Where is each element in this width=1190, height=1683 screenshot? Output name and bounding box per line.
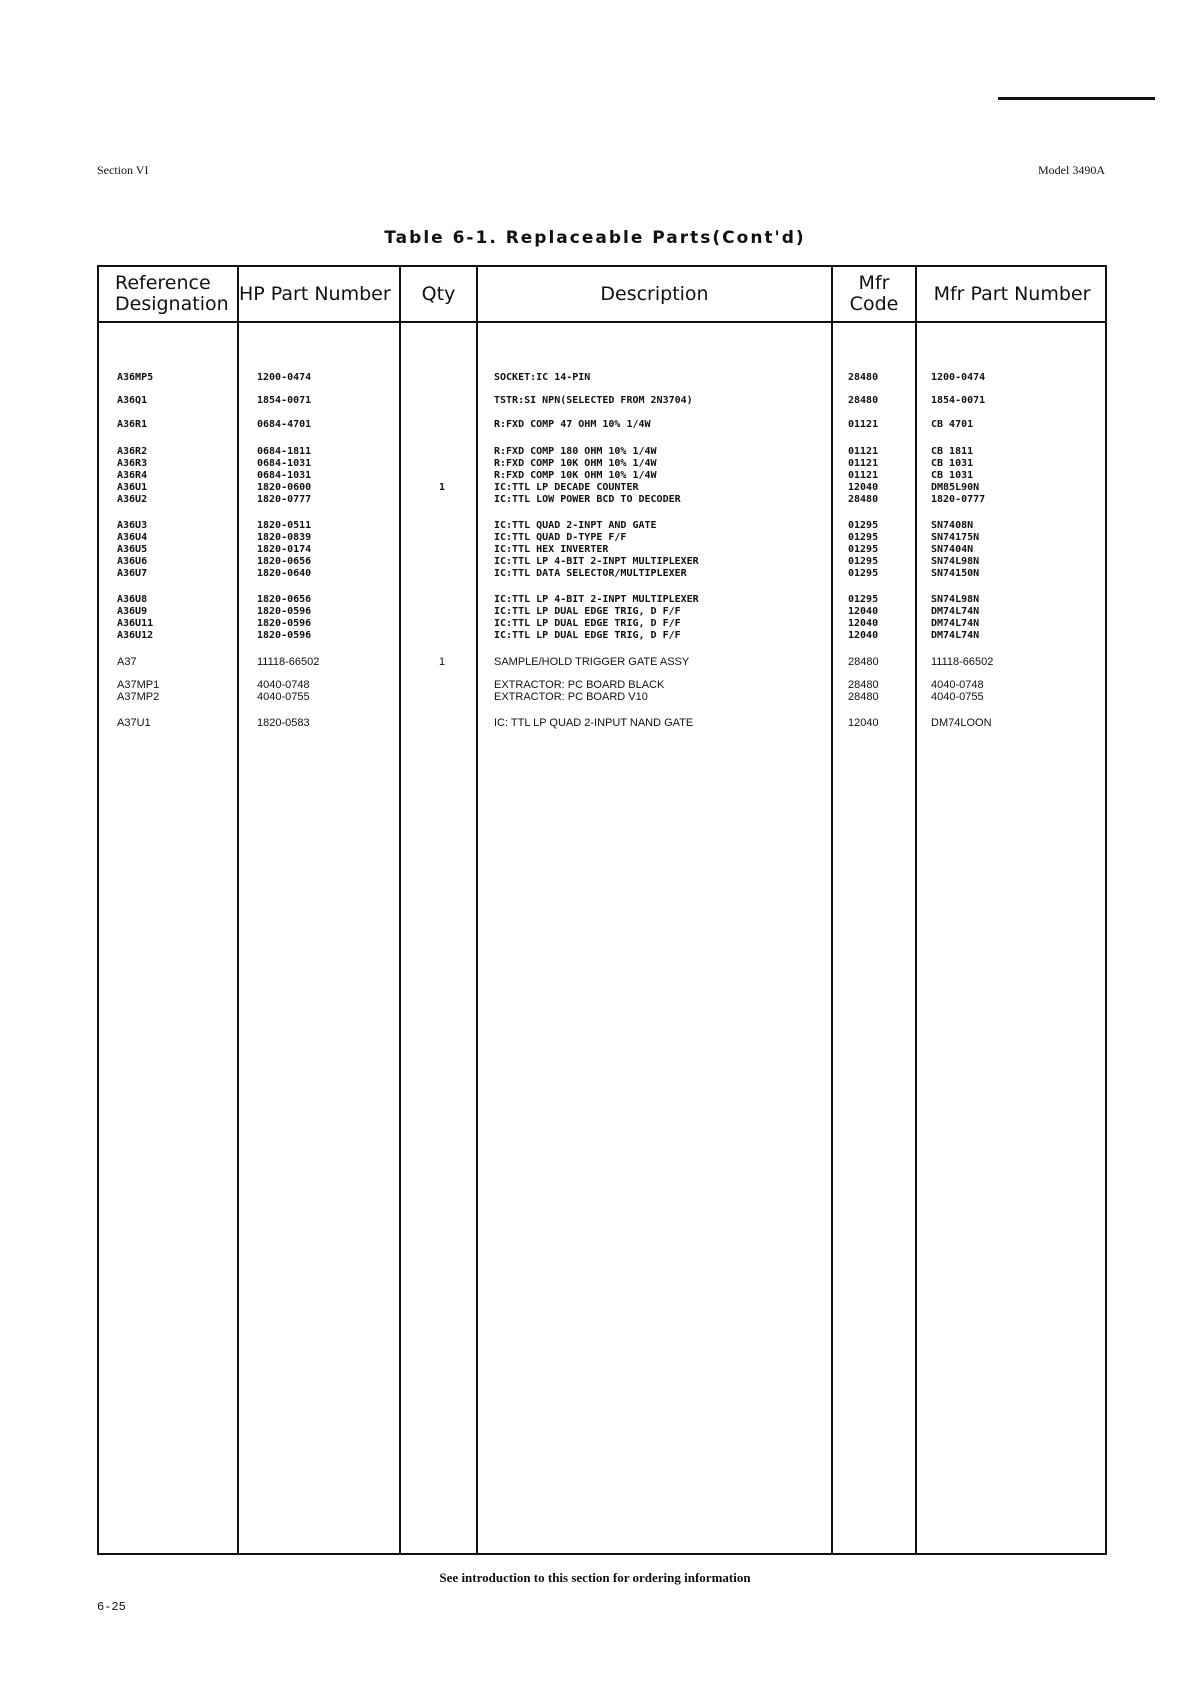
cell-ref: A36R4 xyxy=(117,470,148,481)
cell-ref: A36MP5 xyxy=(117,372,154,383)
cell-ref: A36U4 xyxy=(117,532,148,543)
cell-desc: IC:TTL LP 4-BIT 2-INPT MULTIPLEXER xyxy=(494,556,699,567)
cell-hp: 1820-0640 xyxy=(257,568,312,579)
cell-mfrpn: 4040-0748 xyxy=(931,679,984,691)
cell-desc: EXTRACTOR: PC BOARD BLACK xyxy=(494,679,665,691)
cell-code: 01121 xyxy=(848,458,879,469)
cell-ref: A36R3 xyxy=(117,458,148,469)
cell-desc: EXTRACTOR: PC BOARD V10 xyxy=(494,691,648,703)
cell-mfrpn: SN74175N xyxy=(931,532,980,543)
cell-code: 01121 xyxy=(848,446,879,457)
cell-hp: 0684-1031 xyxy=(257,458,312,469)
cell-hp: 1820-0839 xyxy=(257,532,312,543)
cell-ref: A36R1 xyxy=(117,419,148,430)
cell-code: 12040 xyxy=(848,606,879,617)
cell-code: 01295 xyxy=(848,594,879,605)
cell-hp: 4040-0755 xyxy=(257,691,310,703)
cell-code: 12040 xyxy=(848,630,879,641)
cell-code: 01295 xyxy=(848,556,879,567)
column-divider xyxy=(476,267,478,1553)
cell-desc: IC: TTL LP QUAD 2-INPUT NAND GATE xyxy=(494,717,694,729)
cell-ref: A36Q1 xyxy=(117,395,148,406)
cell-desc: TSTR:SI NPN(SELECTED FROM 2N3704) xyxy=(494,395,693,406)
cell-hp: 1854-0071 xyxy=(257,395,312,406)
page-number: 6-25 xyxy=(97,1600,126,1614)
parts-table xyxy=(97,265,1107,1555)
cell-hp: 1200-0474 xyxy=(257,372,312,383)
cell-mfrpn: SN74150N xyxy=(931,568,980,579)
cell-mfrpn: DM74LOON xyxy=(931,717,992,729)
cell-mfrpn: 1200-0474 xyxy=(931,372,986,383)
cell-code: 01121 xyxy=(848,419,879,430)
cell-ref: A36R2 xyxy=(117,446,148,457)
column-header-mfr-code: Mfr Code xyxy=(849,272,899,315)
cell-mfrpn: CB 4701 xyxy=(931,419,974,430)
cell-code: 28480 xyxy=(848,395,879,406)
cell-code: 01295 xyxy=(848,532,879,543)
cell-code: 12040 xyxy=(848,717,879,729)
cell-mfrpn: SN7404N xyxy=(931,544,974,555)
cell-hp: 1820-0656 xyxy=(257,594,312,605)
cell-desc: IC:TTL QUAD 2-INPT AND GATE xyxy=(494,520,657,531)
section-label: Section VI xyxy=(97,163,149,177)
cell-ref: A36U3 xyxy=(117,520,148,531)
cell-code: 28480 xyxy=(848,494,879,505)
cell-hp: 0684-1811 xyxy=(257,446,312,457)
cell-code: 28480 xyxy=(848,656,879,668)
cell-hp: 1820-0600 xyxy=(257,482,312,493)
cell-hp: 1820-0596 xyxy=(257,618,312,629)
cell-hp: 1820-0174 xyxy=(257,544,312,555)
cell-desc: IC:TTL DATA SELECTOR/MULTIPLEXER xyxy=(494,568,687,579)
cell-qty: 1 xyxy=(439,656,446,668)
model-label: Model 3490A xyxy=(1038,163,1105,177)
cell-ref: A36U9 xyxy=(117,606,148,617)
cell-mfrpn: SN74L98N xyxy=(931,594,980,605)
cell-code: 01295 xyxy=(848,568,879,579)
column-divider xyxy=(831,267,833,1553)
cell-code: 01295 xyxy=(848,520,879,531)
cell-desc: IC:TTL LP 4-BIT 2-INPT MULTIPLEXER xyxy=(494,594,699,605)
cell-desc: SOCKET:IC 14-PIN xyxy=(494,372,591,383)
cell-desc: R:FXD COMP 180 OHM 10% 1/4W xyxy=(494,446,657,457)
cell-ref: A36U11 xyxy=(117,618,154,629)
column-header-description: Description xyxy=(600,282,709,305)
cell-ref: A36U5 xyxy=(117,544,148,555)
cell-hp: 1820-0583 xyxy=(257,717,310,729)
cell-mfrpn: SN7408N xyxy=(931,520,974,531)
cell-hp: 1820-0596 xyxy=(257,630,312,641)
cell-mfrpn: 11118-66502 xyxy=(931,656,994,668)
column-header-hp-part: HP Part Number xyxy=(239,282,391,305)
cell-desc: IC:TTL LP DUAL EDGE TRIG, D F/F xyxy=(494,618,681,629)
cell-code: 01121 xyxy=(848,470,879,481)
column-header-ref: Reference Designation xyxy=(115,272,229,315)
column-header-mfr-part: Mfr Part Number xyxy=(933,282,1091,305)
cell-ref: A37MP1 xyxy=(117,679,160,691)
cell-code: 28480 xyxy=(848,372,879,383)
cell-mfrpn: 1820-0777 xyxy=(931,494,986,505)
cell-desc: R:FXD COMP 10K OHM 10% 1/4W xyxy=(494,470,657,481)
cell-mfrpn: DM74L74N xyxy=(931,618,980,629)
cell-ref: A36U2 xyxy=(117,494,148,505)
cell-desc: SAMPLE/HOLD TRIGGER GATE ASSY xyxy=(494,656,690,668)
cell-ref: A36U8 xyxy=(117,594,148,605)
cell-ref: A37MP2 xyxy=(117,691,160,703)
cell-ref: A37U1 xyxy=(117,717,151,729)
cell-hp: 4040-0748 xyxy=(257,679,310,691)
cell-hp: 1820-0596 xyxy=(257,606,312,617)
cell-mfrpn: DM85L90N xyxy=(931,482,980,493)
cell-desc: IC:TTL LP DUAL EDGE TRIG, D F/F xyxy=(494,630,681,641)
cell-mfrpn: 4040-0755 xyxy=(931,691,984,703)
header-divider xyxy=(99,321,1105,323)
cell-ref: A36U7 xyxy=(117,568,148,579)
cell-desc: R:FXD COMP 47 OHM 10% 1/4W xyxy=(494,419,651,430)
cell-code: 28480 xyxy=(848,679,879,691)
cell-desc: IC:TTL HEX INVERTER xyxy=(494,544,609,555)
cell-desc: IC:TTL LP DUAL EDGE TRIG, D F/F xyxy=(494,606,681,617)
cell-desc: IC:TTL LOW POWER BCD TO DECODER xyxy=(494,494,681,505)
column-header-qty: Qty xyxy=(421,282,456,305)
cell-mfrpn: CB 1031 xyxy=(931,470,974,481)
column-divider xyxy=(237,267,239,1553)
cell-ref: A36U1 xyxy=(117,482,148,493)
cell-hp: 1820-0777 xyxy=(257,494,312,505)
cell-hp: 1820-0511 xyxy=(257,520,312,531)
table-title: Table 6-1. Replaceable Parts(Cont'd) xyxy=(384,228,806,248)
cell-mfrpn: CB 1811 xyxy=(931,446,974,457)
cell-ref: A36U6 xyxy=(117,556,148,567)
column-divider xyxy=(915,267,917,1553)
cell-hp: 11118-66502 xyxy=(257,656,320,668)
cell-code: 12040 xyxy=(848,482,879,493)
cell-hp: 1820-0656 xyxy=(257,556,312,567)
cell-desc: IC:TTL LP DECADE COUNTER xyxy=(494,482,639,493)
cell-qty: 1 xyxy=(439,482,446,493)
footer-note: See introduction to this section for ordering information xyxy=(439,1570,751,1585)
cell-code: 01295 xyxy=(848,544,879,555)
cell-mfrpn: DM74L74N xyxy=(931,630,980,641)
cell-code: 28480 xyxy=(848,691,879,703)
column-divider xyxy=(399,267,401,1553)
cell-mfrpn: CB 1031 xyxy=(931,458,974,469)
cell-mfrpn: SN74L98N xyxy=(931,556,980,567)
cell-ref: A37 xyxy=(117,656,137,668)
cell-mfrpn: DM74L74N xyxy=(931,606,980,617)
cell-desc: IC:TTL QUAD D-TYPE F/F xyxy=(494,532,627,543)
cell-ref: A36U12 xyxy=(117,630,154,641)
cell-hp: 0684-1031 xyxy=(257,470,312,481)
cell-code: 12040 xyxy=(848,618,879,629)
top-rule xyxy=(998,97,1155,100)
cell-desc: R:FXD COMP 10K OHM 10% 1/4W xyxy=(494,458,657,469)
cell-hp: 0684-4701 xyxy=(257,419,312,430)
cell-mfrpn: 1854-0071 xyxy=(931,395,986,406)
